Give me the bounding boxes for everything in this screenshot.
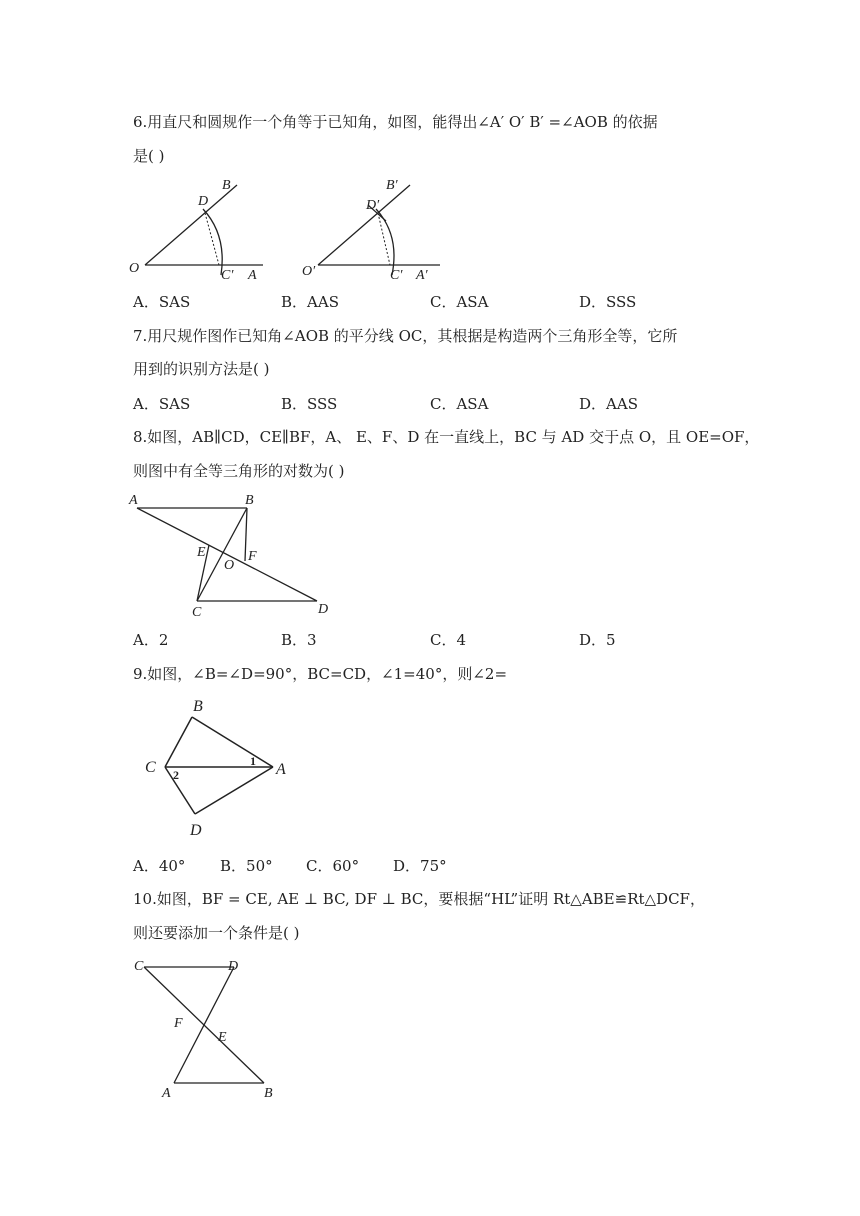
- q10-line1: 10.如图，BF = CE, AE ⊥ BC, DF ⊥ BC，要根据“HL”证明 Rt△ABE≌Rt△DCF，: [133, 890, 705, 908]
- q8-label-F: F: [248, 549, 257, 564]
- q6-right-label-D: D′: [366, 198, 380, 213]
- q10-label-E: E: [218, 1030, 227, 1045]
- q6-left-label-D: D: [198, 194, 209, 209]
- q8-line1: 8.如图，AB∥CD，CE∥BF，A、 E、F、D 在一直线上，BC 与 AD 交于点 O，且 OE=OF，: [133, 428, 760, 446]
- q8-label-O: O: [224, 558, 235, 573]
- q9-option-d: D．75°: [393, 857, 447, 875]
- q10-label-B: B: [264, 1086, 273, 1101]
- q6-left-label-A: A: [248, 268, 257, 283]
- q9-option-c: C．60°: [306, 857, 360, 875]
- q10-label-C: C: [134, 959, 144, 974]
- q8-figure: [125, 488, 345, 623]
- q6-option-d: D．SSS: [579, 293, 637, 311]
- q9-figure: [140, 692, 300, 842]
- q9-label-D: D: [190, 822, 202, 839]
- q9-angle-1: 1: [250, 754, 256, 768]
- q7-option-a: A．SAS: [133, 395, 191, 413]
- q10-label-F: F: [174, 1016, 183, 1031]
- q6-right-label-A: A′: [416, 268, 428, 283]
- q9-label-B: B: [193, 698, 203, 715]
- q8-line2: 则图中有全等三角形的对数为( ): [133, 462, 345, 480]
- q9-label-C: C: [145, 759, 156, 776]
- q6-option-c: C．ASA: [430, 293, 489, 311]
- q6-option-b: B．AAS: [281, 293, 339, 311]
- q9-label-A: A: [276, 761, 286, 778]
- q6-left-label-B: B: [222, 178, 231, 193]
- q6-line1: 6.用直尺和圆规作一个角等于已知角，如图，能得出∠A′ O′ B′ =∠AOB 的依据: [133, 113, 658, 131]
- q6-line2: 是( ): [133, 147, 165, 165]
- q6-left-label-C: C′: [221, 268, 234, 283]
- q8-option-c: C．4: [430, 631, 467, 649]
- q7-option-d: D．AAS: [579, 395, 638, 413]
- q6-option-a: A．SAS: [133, 293, 191, 311]
- q8-option-b: B．3: [281, 631, 317, 649]
- q8-label-D: D: [318, 602, 329, 617]
- q6-left-label-O: O: [129, 261, 140, 276]
- q9-line1: 9.如图，∠B=∠D=90°，BC=CD，∠1=40°，则∠2=: [133, 665, 508, 683]
- q8-label-B: B: [245, 493, 254, 508]
- q9-angle-2: 2: [173, 768, 179, 782]
- q10-label-D: D: [228, 959, 239, 974]
- q6-figure-left: [125, 175, 270, 285]
- q7-line1: 7.用尺规作图作已知角∠AOB 的平分线 OC，其根据是构造两个三角形全等，它所: [133, 327, 678, 345]
- q8-label-E: E: [197, 545, 206, 560]
- q9-option-b: B．50°: [220, 857, 273, 875]
- q9-option-a: A．40°: [133, 857, 186, 875]
- q6-figure-right: [300, 175, 450, 285]
- q6-right-label-B: B′: [386, 178, 398, 193]
- q6-right-label-C: C′: [390, 268, 403, 283]
- q8-label-A: A: [129, 493, 138, 508]
- q8-option-a: A．2: [133, 631, 169, 649]
- q7-line2: 用到的识别方法是( ): [133, 360, 270, 378]
- q7-option-b: B．SSS: [281, 395, 338, 413]
- q8-label-C: C: [192, 605, 202, 620]
- q6-right-label-O: O′: [302, 264, 316, 279]
- q7-option-c: C．ASA: [430, 395, 489, 413]
- q10-line2: 则还要添加一个条件是( ): [133, 924, 300, 942]
- q8-option-d: D．5: [579, 631, 616, 649]
- q10-figure: [130, 955, 290, 1100]
- q10-label-A: A: [162, 1086, 171, 1101]
